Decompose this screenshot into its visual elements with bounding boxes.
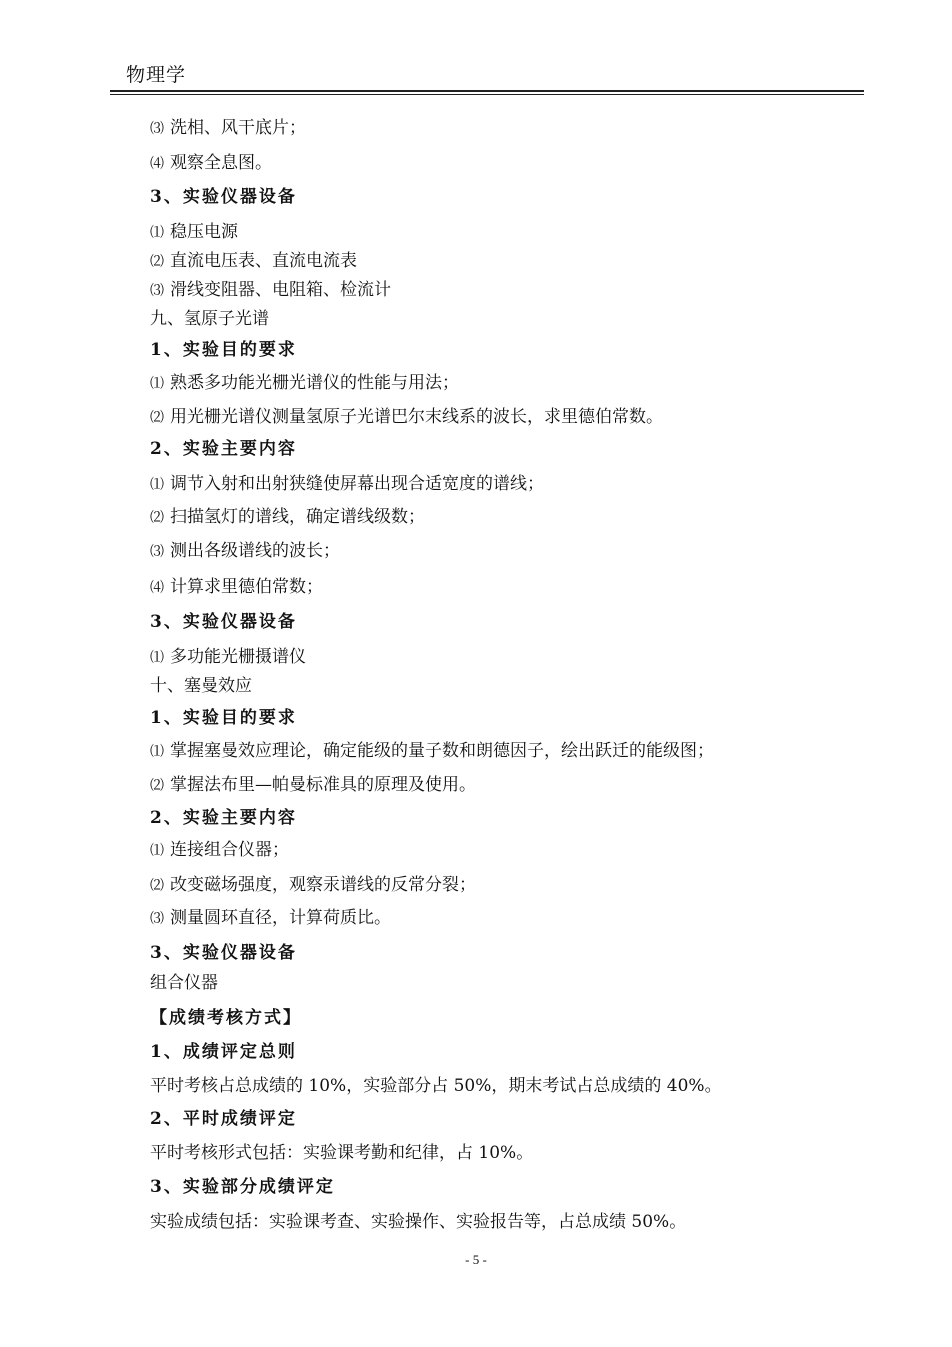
list-item-number: ⑴: [150, 650, 164, 666]
line-text: 滑线变阻器、电阻箱、检流计: [170, 280, 391, 300]
page-number: - 5 -: [465, 1252, 487, 1267]
list-item-number: ⑷: [150, 580, 164, 596]
list-item: [150, 220, 238, 245]
line-text: 熟悉多功能光栅光谱仪的性能与用法；: [170, 373, 459, 393]
paragraph-line: [150, 1210, 686, 1234]
line-text: 2、平时成绩评定: [150, 1109, 297, 1129]
section-heading: [150, 1006, 302, 1030]
list-item-number: ⑵: [150, 778, 164, 794]
line-text: 3、实验仪器设备: [150, 943, 297, 963]
list-item-number: ⑷: [150, 156, 164, 172]
section-heading: [150, 1175, 335, 1199]
list-item: [150, 539, 340, 564]
list-item: [150, 249, 357, 274]
line-text: 直流电压表、直流电流表: [170, 251, 357, 271]
header-rule-thin: [110, 94, 864, 95]
list-item-number: ⑴: [150, 477, 164, 493]
section-heading: [150, 806, 297, 830]
line-text: 多功能光栅摄谱仪: [170, 647, 306, 667]
section-heading: [150, 1040, 297, 1064]
header-rule-thick: [110, 90, 864, 92]
list-item: [150, 472, 544, 497]
list-item-number: ⑴: [150, 744, 164, 760]
list-item-number: ⑴: [150, 376, 164, 392]
list-item: [150, 838, 289, 863]
list-item: [150, 151, 272, 176]
line-text: 计算求里德伯常数；: [170, 577, 323, 597]
paragraph-line: [150, 971, 218, 995]
line-text: 组合仪器: [150, 973, 218, 993]
list-item: [150, 773, 476, 798]
line-text: 调节入射和出射狭缝使屏幕出现合适宽度的谱线；: [170, 474, 544, 494]
list-item-number: ⑶: [150, 911, 164, 927]
line-text: 掌握塞曼效应理论，确定能级的量子数和朗德因子，绘出跃迁的能级图；: [170, 741, 714, 761]
line-text: 【成绩考核方式】: [150, 1008, 302, 1028]
list-item-number: ⑵: [150, 878, 164, 894]
list-item-number: ⑶: [150, 544, 164, 560]
line-text: 3、实验仪器设备: [150, 187, 297, 207]
list-item-number: ⑵: [150, 254, 164, 270]
list-item: [150, 371, 459, 396]
line-text: 掌握法布里—帕曼标准具的原理及使用。: [170, 775, 476, 795]
list-item-number: ⑵: [150, 510, 164, 526]
paragraph-line: [150, 674, 252, 698]
list-item: [150, 116, 306, 141]
list-item-number: ⑴: [150, 843, 164, 859]
line-text: 3、实验部分成绩评定: [150, 1177, 335, 1197]
line-text: 2、实验主要内容: [150, 808, 297, 828]
line-text: 3、实验仪器设备: [150, 612, 297, 632]
line-text: 实验成绩包括：实验课考查、实验操作、实验报告等，占总成绩 50%。: [150, 1212, 687, 1232]
section-heading: [150, 941, 297, 965]
line-text: 1、成绩评定总则: [150, 1042, 297, 1062]
section-heading: [150, 338, 297, 362]
line-text: 九、氢原子光谱: [150, 309, 269, 329]
list-item-number: ⑶: [150, 121, 164, 137]
list-item: [150, 906, 391, 931]
line-text: 观察全息图。: [170, 153, 272, 173]
line-text: 十、塞曼效应: [150, 676, 252, 696]
line-text: 洗相、风干底片；: [170, 118, 306, 138]
section-heading: [150, 1107, 297, 1131]
section-heading: [150, 610, 297, 634]
paragraph-line: [150, 1141, 533, 1165]
line-text: 测出各级谱线的波长；: [170, 541, 340, 561]
list-item-number: ⑶: [150, 283, 164, 299]
line-text: 连接组合仪器；: [170, 840, 289, 860]
line-text: 平时考核占总成绩的 10%，实验部分占 50%，期末考试占总成绩的 40%。: [150, 1076, 722, 1096]
section-heading: [150, 706, 297, 730]
line-text: 1、实验目的要求: [150, 708, 297, 728]
paragraph-line: [150, 1074, 722, 1098]
section-heading: [150, 437, 297, 461]
line-text: 1、实验目的要求: [150, 340, 297, 360]
page-header-title: 物理学: [126, 64, 187, 86]
line-text: 平时考核形式包括：实验课考勤和纪律，占 10%。: [150, 1143, 534, 1163]
line-text: 改变磁场强度，观察汞谱线的反常分裂；: [170, 875, 476, 895]
line-text: 测量圆环直径，计算荷质比。: [170, 908, 391, 928]
paragraph-line: [150, 307, 269, 331]
list-item-number: ⑴: [150, 225, 164, 241]
list-item: [150, 575, 323, 600]
line-text: 用光栅光谱仪测量氢原子光谱巴尔末线系的波长，求里德伯常数。: [170, 407, 663, 427]
line-text: 2、实验主要内容: [150, 439, 297, 459]
list-item: [150, 873, 476, 898]
line-text: 扫描氢灯的谱线，确定谱线级数；: [170, 507, 425, 527]
list-item-number: ⑵: [150, 410, 164, 426]
section-heading: [150, 185, 297, 209]
line-text: 稳压电源: [170, 222, 238, 242]
list-item: [150, 505, 425, 530]
list-item: [150, 278, 391, 303]
list-item: [150, 645, 306, 670]
list-item: [150, 739, 714, 764]
list-item: [150, 405, 663, 430]
